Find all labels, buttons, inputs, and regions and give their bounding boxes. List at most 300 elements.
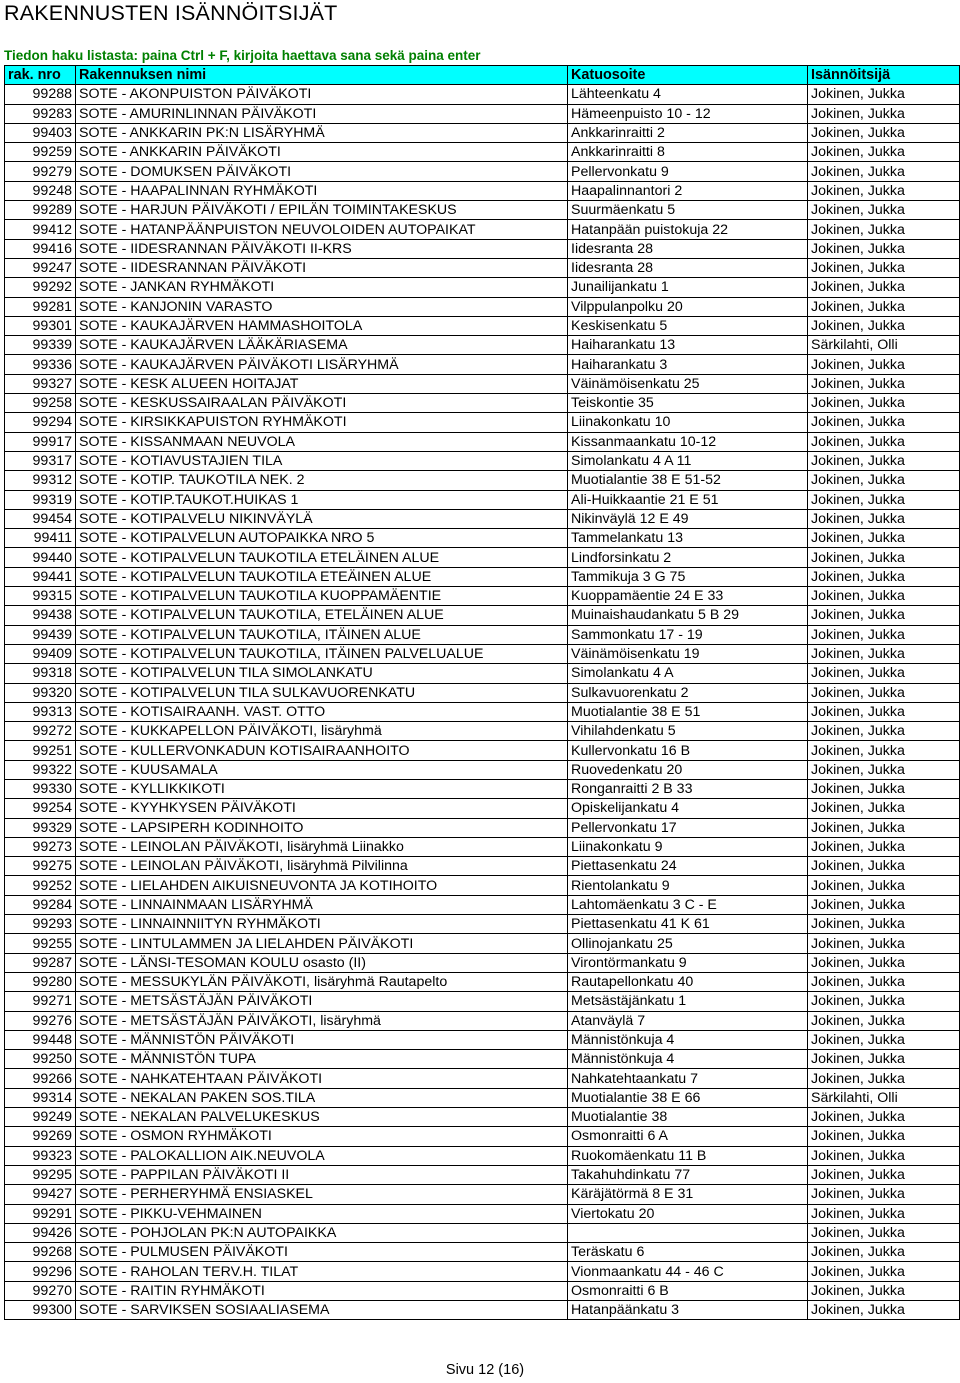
cell-manager: Jokinen, Jukka bbox=[808, 1069, 960, 1088]
table-row bbox=[5, 85, 960, 104]
buildings-table bbox=[4, 65, 960, 1320]
cell-manager: Jokinen, Jukka bbox=[808, 1146, 960, 1165]
cell-building-name: SOTE - KISSANMAAN NEUVOLA bbox=[76, 432, 568, 451]
cell-building-number: 99255 bbox=[5, 934, 76, 953]
cell-building-number: 99320 bbox=[5, 683, 76, 702]
cell-building-name: SOTE - LÄNSI-TESOMAN KOULU osasto (II) bbox=[76, 953, 568, 972]
table-row bbox=[5, 625, 960, 644]
cell-building-number: 99439 bbox=[5, 625, 76, 644]
cell-manager: Jokinen, Jukka bbox=[808, 683, 960, 702]
cell-building-number: 99440 bbox=[5, 548, 76, 567]
cell-building-name: SOTE - KOTIPALVELUN TAUKOTILA, ITÄINEN PALVELUALUE bbox=[76, 644, 568, 663]
cell-building-name: SOTE - PERHERYHMÄ ENSIASKEL bbox=[76, 1185, 568, 1204]
cell-building-name: SOTE - RAHOLAN TERV.H. TILAT bbox=[76, 1262, 568, 1281]
cell-building-name: SOTE - PIKKU-VEHMAINEN bbox=[76, 1204, 568, 1223]
table-row bbox=[5, 702, 960, 721]
cell-street-address: Ollinojankatu 25 bbox=[568, 934, 808, 953]
cell-building-name: SOTE - KUUSAMALA bbox=[76, 760, 568, 779]
cell-manager: Jokinen, Jukka bbox=[808, 625, 960, 644]
cell-street-address: Hatanpään puistokuja 22 bbox=[568, 220, 808, 239]
cell-street-address: Lindforsinkatu 2 bbox=[568, 548, 808, 567]
table-row bbox=[5, 394, 960, 413]
cell-building-number: 99266 bbox=[5, 1069, 76, 1088]
table-row bbox=[5, 123, 960, 142]
cell-building-name: SOTE - KOTIPALVELUN TAUKOTILA, ETELÄINEN ALUE bbox=[76, 606, 568, 625]
table-row bbox=[5, 509, 960, 528]
table-row bbox=[5, 1146, 960, 1165]
cell-building-number: 99258 bbox=[5, 394, 76, 413]
cell-building-name: SOTE - KUKKAPELLON PÄIVÄKOTI, lisäryhmä bbox=[76, 722, 568, 741]
cell-street-address: Muotialantie 38 E 51 bbox=[568, 702, 808, 721]
cell-building-number: 99314 bbox=[5, 1088, 76, 1107]
cell-building-number: 99448 bbox=[5, 1030, 76, 1049]
table-row bbox=[5, 1301, 960, 1320]
cell-building-number: 99323 bbox=[5, 1146, 76, 1165]
cell-building-name: SOTE - HAAPALINNAN RYHMÄKOTI bbox=[76, 181, 568, 200]
cell-building-number: 99294 bbox=[5, 413, 76, 432]
table-row bbox=[5, 1050, 960, 1069]
cell-street-address: Väinämöisenkatu 25 bbox=[568, 374, 808, 393]
cell-building-name: SOTE - KOTIPALVELUN TAUKOTILA ETEÄINEN ALUE bbox=[76, 567, 568, 586]
cell-manager: Jokinen, Jukka bbox=[808, 779, 960, 798]
cell-manager: Jokinen, Jukka bbox=[808, 548, 960, 567]
table-row bbox=[5, 1165, 960, 1184]
cell-manager: Jokinen, Jukka bbox=[808, 413, 960, 432]
cell-building-name: SOTE - HARJUN PÄIVÄKOTI / EPILÄN TOIMINTAKESKUS bbox=[76, 201, 568, 220]
cell-building-number: 99273 bbox=[5, 837, 76, 856]
table-row bbox=[5, 741, 960, 760]
cell-building-number: 99283 bbox=[5, 104, 76, 123]
table-row bbox=[5, 1281, 960, 1300]
table-row bbox=[5, 722, 960, 741]
table-row bbox=[5, 915, 960, 934]
cell-building-name: SOTE - PULMUSEN PÄIVÄKOTI bbox=[76, 1243, 568, 1262]
table-row bbox=[5, 548, 960, 567]
cell-building-name: SOTE - POHJOLAN PK:N AUTOPAIKKA bbox=[76, 1223, 568, 1242]
table-row bbox=[5, 567, 960, 586]
cell-building-number: 99252 bbox=[5, 876, 76, 895]
cell-manager: Jokinen, Jukka bbox=[808, 972, 960, 991]
cell-manager: Särkilahti, Olli bbox=[808, 336, 960, 355]
cell-street-address: Simolankatu 4 A 11 bbox=[568, 451, 808, 470]
cell-building-number: 99268 bbox=[5, 1243, 76, 1262]
cell-street-address: Ankkarinraitti 2 bbox=[568, 123, 808, 142]
cell-building-name: SOTE - PAPPILAN PÄIVÄKOTI II bbox=[76, 1165, 568, 1184]
cell-street-address: Männistönkuja 4 bbox=[568, 1030, 808, 1049]
cell-street-address: Liinakonkatu 9 bbox=[568, 837, 808, 856]
cell-building-number: 99272 bbox=[5, 722, 76, 741]
cell-manager: Jokinen, Jukka bbox=[808, 992, 960, 1011]
cell-building-number: 99269 bbox=[5, 1127, 76, 1146]
cell-manager: Jokinen, Jukka bbox=[808, 432, 960, 451]
cell-building-name: SOTE - METSÄSTÄJÄN PÄIVÄKOTI, lisäryhmä bbox=[76, 1011, 568, 1030]
cell-building-number: 99279 bbox=[5, 162, 76, 181]
cell-building-name: SOTE - NEKALAN PALVELUKESKUS bbox=[76, 1108, 568, 1127]
cell-manager: Jokinen, Jukka bbox=[808, 818, 960, 837]
cell-manager: Jokinen, Jukka bbox=[808, 799, 960, 818]
table-row bbox=[5, 297, 960, 316]
cell-manager: Jokinen, Jukka bbox=[808, 471, 960, 490]
table-row bbox=[5, 220, 960, 239]
cell-street-address: Lähteenkatu 4 bbox=[568, 85, 808, 104]
cell-building-name: SOTE - MESSUKYLÄN PÄIVÄKOTI, lisäryhmä Rautapelto bbox=[76, 972, 568, 991]
cell-street-address: Muotialantie 38 bbox=[568, 1108, 808, 1127]
cell-building-number: 99249 bbox=[5, 1108, 76, 1127]
cell-street-address: Vihilahdenkatu 5 bbox=[568, 722, 808, 741]
cell-street-address: Rientolankatu 9 bbox=[568, 876, 808, 895]
cell-building-name: SOTE - LEINOLAN PÄIVÄKOTI, lisäryhmä Pilvilinna bbox=[76, 857, 568, 876]
cell-street-address: Hatanpäänkatu 3 bbox=[568, 1301, 808, 1320]
cell-manager: Jokinen, Jukka bbox=[808, 606, 960, 625]
cell-manager: Jokinen, Jukka bbox=[808, 1185, 960, 1204]
cell-building-number: 99301 bbox=[5, 316, 76, 335]
cell-street-address: Iidesranta 28 bbox=[568, 239, 808, 258]
cell-building-name: SOTE - KESK ALUEEN HOITAJAT bbox=[76, 374, 568, 393]
cell-building-number: 99288 bbox=[5, 85, 76, 104]
cell-building-name: SOTE - KOTIPALVELUN TAUKOTILA KUOPPAMÄENTIE bbox=[76, 587, 568, 606]
cell-building-number: 99322 bbox=[5, 760, 76, 779]
table-header-row bbox=[5, 66, 960, 85]
table-row bbox=[5, 972, 960, 991]
cell-manager: Jokinen, Jukka bbox=[808, 509, 960, 528]
table-row bbox=[5, 1204, 960, 1223]
cell-street-address: Ali-Huikkaantie 21 E 51 bbox=[568, 490, 808, 509]
cell-building-number: 99280 bbox=[5, 972, 76, 991]
cell-building-name: SOTE - KOTIPALVELU NIKINVÄYLÄ bbox=[76, 509, 568, 528]
cell-street-address: Kuoppamäentie 24 E 33 bbox=[568, 587, 808, 606]
table-row bbox=[5, 471, 960, 490]
cell-building-name: SOTE - MÄNNISTÖN TUPA bbox=[76, 1050, 568, 1069]
cell-building-name: SOTE - LINNAINMAAN LISÄRYHMÄ bbox=[76, 895, 568, 914]
cell-building-name: SOTE - KOTIAVUSTAJIEN TILA bbox=[76, 451, 568, 470]
cell-street-address: Väinämöisenkatu 19 bbox=[568, 644, 808, 663]
cell-building-name: SOTE - KOTIP. TAUKOTILA NEK. 2 bbox=[76, 471, 568, 490]
cell-manager: Jokinen, Jukka bbox=[808, 1030, 960, 1049]
cell-street-address: Ronganraitti 2 B 33 bbox=[568, 779, 808, 798]
cell-manager: Jokinen, Jukka bbox=[808, 567, 960, 586]
cell-manager: Jokinen, Jukka bbox=[808, 355, 960, 374]
cell-street-address: Ruokomäenkatu 11 B bbox=[568, 1146, 808, 1165]
table-row bbox=[5, 355, 960, 374]
table-row bbox=[5, 1243, 960, 1262]
table-row bbox=[5, 104, 960, 123]
cell-building-name: SOTE - KOTIPALVELUN TAUKOTILA, ITÄINEN ALUE bbox=[76, 625, 568, 644]
cell-building-name: SOTE - IIDESRANNAN PÄIVÄKOTI II-KRS bbox=[76, 239, 568, 258]
table-row bbox=[5, 1069, 960, 1088]
cell-manager: Jokinen, Jukka bbox=[808, 722, 960, 741]
cell-street-address: Liinakonkatu 10 bbox=[568, 413, 808, 432]
cell-building-number: 99313 bbox=[5, 702, 76, 721]
cell-street-address: Ankkarinraitti 8 bbox=[568, 143, 808, 162]
cell-building-number: 99250 bbox=[5, 1050, 76, 1069]
cell-manager: Jokinen, Jukka bbox=[808, 85, 960, 104]
cell-street-address: Haiharankatu 13 bbox=[568, 336, 808, 355]
cell-street-address: Osmonraitti 6 A bbox=[568, 1127, 808, 1146]
cell-street-address: Muinaishaudankatu 5 B 29 bbox=[568, 606, 808, 625]
cell-building-name: SOTE - KAUKAJÄRVEN LÄÄKÄRIASEMA bbox=[76, 336, 568, 355]
cell-building-name: SOTE - IIDESRANNAN PÄIVÄKOTI bbox=[76, 258, 568, 277]
table-row bbox=[5, 992, 960, 1011]
cell-street-address: Virontörmankatu 9 bbox=[568, 953, 808, 972]
cell-building-name: SOTE - DOMUKSEN PÄIVÄKOTI bbox=[76, 162, 568, 181]
cell-manager: Jokinen, Jukka bbox=[808, 1281, 960, 1300]
cell-building-number: 99403 bbox=[5, 123, 76, 142]
cell-building-name: SOTE - MÄNNISTÖN PÄIVÄKOTI bbox=[76, 1030, 568, 1049]
table-row bbox=[5, 374, 960, 393]
cell-building-name: SOTE - KANJONIN VARASTO bbox=[76, 297, 568, 316]
cell-manager: Jokinen, Jukka bbox=[808, 1262, 960, 1281]
cell-building-name: SOTE - KYYHKYSEN PÄIVÄKOTI bbox=[76, 799, 568, 818]
table-row bbox=[5, 201, 960, 220]
cell-street-address: Tammikuja 3 G 75 bbox=[568, 567, 808, 586]
cell-building-number: 99917 bbox=[5, 432, 76, 451]
cell-street-address: Viertokatu 20 bbox=[568, 1204, 808, 1223]
table-row bbox=[5, 239, 960, 258]
cell-building-number: 99427 bbox=[5, 1185, 76, 1204]
cell-building-number: 99254 bbox=[5, 799, 76, 818]
search-instruction: Tiedon haku listasta: paina Ctrl + F, kirjoita haettava sana sekä paina enter bbox=[4, 48, 481, 63]
table-row bbox=[5, 336, 960, 355]
cell-street-address: Opiskelijankatu 4 bbox=[568, 799, 808, 818]
table-row bbox=[5, 857, 960, 876]
cell-street-address: Rautapellonkatu 40 bbox=[568, 972, 808, 991]
cell-street-address: Pellervonkatu 17 bbox=[568, 818, 808, 837]
cell-building-number: 99318 bbox=[5, 664, 76, 683]
cell-building-name: SOTE - SARVIKSEN SOSIAALIASEMA bbox=[76, 1301, 568, 1320]
cell-manager: Jokinen, Jukka bbox=[808, 162, 960, 181]
cell-manager: Jokinen, Jukka bbox=[808, 876, 960, 895]
cell-building-name: SOTE - KESKUSSAIRAALAN PÄIVÄKOTI bbox=[76, 394, 568, 413]
cell-building-number: 99409 bbox=[5, 644, 76, 663]
cell-street-address: Junailijankatu 1 bbox=[568, 278, 808, 297]
cell-manager: Särkilahti, Olli bbox=[808, 1088, 960, 1107]
cell-street-address: Ruovedenkatu 20 bbox=[568, 760, 808, 779]
cell-manager: Jokinen, Jukka bbox=[808, 1011, 960, 1030]
cell-street-address: Kullervonkatu 16 B bbox=[568, 741, 808, 760]
cell-street-address: Tammelankatu 13 bbox=[568, 529, 808, 548]
table-row bbox=[5, 606, 960, 625]
cell-building-name: SOTE - KIRSIKKAPUISTON RYHMÄKOTI bbox=[76, 413, 568, 432]
table-row bbox=[5, 278, 960, 297]
cell-street-address: Metsästäjänkatu 1 bbox=[568, 992, 808, 1011]
cell-manager: Jokinen, Jukka bbox=[808, 587, 960, 606]
cell-manager: Jokinen, Jukka bbox=[808, 1050, 960, 1069]
cell-manager: Jokinen, Jukka bbox=[808, 1127, 960, 1146]
cell-building-name: SOTE - KULLERVONKADUN KOTISAIRAANHOITO bbox=[76, 741, 568, 760]
table-row bbox=[5, 258, 960, 277]
cell-manager: Jokinen, Jukka bbox=[808, 529, 960, 548]
cell-building-name: SOTE - KAUKAJÄRVEN HAMMASHOITOLA bbox=[76, 316, 568, 335]
cell-building-name: SOTE - PALOKALLION AIK.NEUVOLA bbox=[76, 1146, 568, 1165]
cell-manager: Jokinen, Jukka bbox=[808, 934, 960, 953]
cell-manager: Jokinen, Jukka bbox=[808, 1223, 960, 1242]
cell-building-number: 99293 bbox=[5, 915, 76, 934]
cell-manager: Jokinen, Jukka bbox=[808, 895, 960, 914]
cell-building-name: SOTE - KOTIPALVELUN AUTOPAIKKA NRO 5 bbox=[76, 529, 568, 548]
cell-manager: Jokinen, Jukka bbox=[808, 297, 960, 316]
cell-building-number: 99247 bbox=[5, 258, 76, 277]
cell-building-number: 99319 bbox=[5, 490, 76, 509]
cell-street-address bbox=[568, 1223, 808, 1242]
cell-street-address: Vilppulanpolku 20 bbox=[568, 297, 808, 316]
cell-street-address: Muotialantie 38 E 66 bbox=[568, 1088, 808, 1107]
cell-building-number: 99296 bbox=[5, 1262, 76, 1281]
table-row bbox=[5, 316, 960, 335]
cell-building-number: 99454 bbox=[5, 509, 76, 528]
cell-building-number: 99329 bbox=[5, 818, 76, 837]
cell-street-address: Sammonkatu 17 - 19 bbox=[568, 625, 808, 644]
cell-manager: Jokinen, Jukka bbox=[808, 664, 960, 683]
column-header-building-number: rak. nro bbox=[5, 66, 76, 85]
cell-building-name: SOTE - KOTIPALVELUN TAUKOTILA ETELÄINEN ALUE bbox=[76, 548, 568, 567]
cell-building-number: 99441 bbox=[5, 567, 76, 586]
cell-building-name: SOTE - LAPSIPERH KODINHOITO bbox=[76, 818, 568, 837]
cell-street-address: Simolankatu 4 A bbox=[568, 664, 808, 683]
cell-street-address: Piettasenkatu 24 bbox=[568, 857, 808, 876]
cell-building-name: SOTE - HATANPÄÄNPUISTON NEUVOLOIDEN AUTOPAIKAT bbox=[76, 220, 568, 239]
table-row bbox=[5, 490, 960, 509]
cell-manager: Jokinen, Jukka bbox=[808, 837, 960, 856]
table-row bbox=[5, 1030, 960, 1049]
cell-manager: Jokinen, Jukka bbox=[808, 1243, 960, 1262]
cell-building-number: 99248 bbox=[5, 181, 76, 200]
cell-manager: Jokinen, Jukka bbox=[808, 702, 960, 721]
cell-building-number: 99339 bbox=[5, 336, 76, 355]
cell-building-number: 99251 bbox=[5, 741, 76, 760]
cell-street-address: Suurmäenkatu 5 bbox=[568, 201, 808, 220]
cell-building-name: SOTE - KOTIP.TAUKOT.HUIKAS 1 bbox=[76, 490, 568, 509]
page-title: RAKENNUSTEN ISÄNNÖITSIJÄT bbox=[4, 1, 338, 25]
cell-building-number: 99426 bbox=[5, 1223, 76, 1242]
table-row bbox=[5, 413, 960, 432]
cell-building-number: 99259 bbox=[5, 143, 76, 162]
table-row bbox=[5, 779, 960, 798]
cell-manager: Jokinen, Jukka bbox=[808, 220, 960, 239]
cell-building-name: SOTE - ANKKARIN PÄIVÄKOTI bbox=[76, 143, 568, 162]
cell-manager: Jokinen, Jukka bbox=[808, 316, 960, 335]
cell-manager: Jokinen, Jukka bbox=[808, 741, 960, 760]
cell-building-name: SOTE - JANKAN RYHMÄKOTI bbox=[76, 278, 568, 297]
cell-building-name: SOTE - RAITIN RYHMÄKOTI bbox=[76, 1281, 568, 1300]
cell-building-name: SOTE - KYLLIKKIKOTI bbox=[76, 779, 568, 798]
cell-manager: Jokinen, Jukka bbox=[808, 760, 960, 779]
table-row bbox=[5, 953, 960, 972]
table-row bbox=[5, 432, 960, 451]
table-row bbox=[5, 664, 960, 683]
table-row bbox=[5, 895, 960, 914]
cell-building-name: SOTE - ANKKARIN PK:N LISÄRYHMÄ bbox=[76, 123, 568, 142]
cell-street-address: Takahuhdinkatu 77 bbox=[568, 1165, 808, 1184]
cell-building-number: 99270 bbox=[5, 1281, 76, 1300]
cell-building-number: 99292 bbox=[5, 278, 76, 297]
cell-street-address: Piettasenkatu 41 K 61 bbox=[568, 915, 808, 934]
cell-street-address: Hämeenpuisto 10 - 12 bbox=[568, 104, 808, 123]
table-row bbox=[5, 451, 960, 470]
table-row bbox=[5, 799, 960, 818]
table-row bbox=[5, 818, 960, 837]
cell-building-number: 99275 bbox=[5, 857, 76, 876]
cell-manager: Jokinen, Jukka bbox=[808, 644, 960, 663]
table-row bbox=[5, 683, 960, 702]
cell-building-number: 99438 bbox=[5, 606, 76, 625]
cell-manager: Jokinen, Jukka bbox=[808, 857, 960, 876]
cell-building-number: 99281 bbox=[5, 297, 76, 316]
cell-street-address: Osmonraitti 6 B bbox=[568, 1281, 808, 1300]
cell-building-number: 99276 bbox=[5, 1011, 76, 1030]
cell-manager: Jokinen, Jukka bbox=[808, 1165, 960, 1184]
cell-manager: Jokinen, Jukka bbox=[808, 104, 960, 123]
cell-building-number: 99411 bbox=[5, 529, 76, 548]
cell-street-address: Kissanmaankatu 10-12 bbox=[568, 432, 808, 451]
cell-manager: Jokinen, Jukka bbox=[808, 915, 960, 934]
table-row bbox=[5, 143, 960, 162]
page-number: Sivu 12 (16) bbox=[445, 1362, 525, 1378]
table-row bbox=[5, 644, 960, 663]
cell-street-address: Vionmaankatu 44 - 46 C bbox=[568, 1262, 808, 1281]
table-row bbox=[5, 876, 960, 895]
table-row bbox=[5, 1127, 960, 1146]
cell-building-name: SOTE - KOTIPALVELUN TILA SIMOLANKATU bbox=[76, 664, 568, 683]
table-row bbox=[5, 529, 960, 548]
cell-building-name: SOTE - AMURINLINNAN PÄIVÄKOTI bbox=[76, 104, 568, 123]
table-row bbox=[5, 1011, 960, 1030]
cell-building-name: SOTE - METSÄSTÄJÄN PÄIVÄKOTI bbox=[76, 992, 568, 1011]
cell-manager: Jokinen, Jukka bbox=[808, 181, 960, 200]
cell-street-address: Iidesranta 28 bbox=[568, 258, 808, 277]
cell-building-number: 99271 bbox=[5, 992, 76, 1011]
cell-building-name: SOTE - KOTISAIRAANH. VAST. OTTO bbox=[76, 702, 568, 721]
table-row bbox=[5, 181, 960, 200]
column-header-street-address: Katuosoite bbox=[568, 66, 808, 85]
cell-building-name: SOTE - LEINOLAN PÄIVÄKOTI, lisäryhmä Liinakko bbox=[76, 837, 568, 856]
cell-manager: Jokinen, Jukka bbox=[808, 278, 960, 297]
table-row bbox=[5, 1185, 960, 1204]
cell-manager: Jokinen, Jukka bbox=[808, 490, 960, 509]
cell-building-number: 99287 bbox=[5, 953, 76, 972]
cell-street-address: Käräjätörmä 8 E 31 bbox=[568, 1185, 808, 1204]
cell-street-address: Sulkavuorenkatu 2 bbox=[568, 683, 808, 702]
table-row bbox=[5, 760, 960, 779]
table-row bbox=[5, 934, 960, 953]
column-header-manager: Isännöitsijä bbox=[808, 66, 960, 85]
cell-manager: Jokinen, Jukka bbox=[808, 123, 960, 142]
cell-manager: Jokinen, Jukka bbox=[808, 451, 960, 470]
cell-street-address: Lahtomäenkatu 3 C - E bbox=[568, 895, 808, 914]
cell-building-number: 99291 bbox=[5, 1204, 76, 1223]
cell-street-address: Teiskontie 35 bbox=[568, 394, 808, 413]
table-row bbox=[5, 837, 960, 856]
cell-street-address: Männistönkuja 4 bbox=[568, 1050, 808, 1069]
cell-manager: Jokinen, Jukka bbox=[808, 1108, 960, 1127]
cell-building-number: 99315 bbox=[5, 587, 76, 606]
cell-building-number: 99330 bbox=[5, 779, 76, 798]
table-row bbox=[5, 1088, 960, 1107]
table-row bbox=[5, 1108, 960, 1127]
cell-building-name: SOTE - LINTULAMMEN JA LIELAHDEN PÄIVÄKOTI bbox=[76, 934, 568, 953]
cell-manager: Jokinen, Jukka bbox=[808, 394, 960, 413]
cell-manager: Jokinen, Jukka bbox=[808, 1301, 960, 1320]
cell-street-address: Nahkatehtaankatu 7 bbox=[568, 1069, 808, 1088]
table-body bbox=[5, 85, 960, 1320]
cell-building-name: SOTE - KAUKAJÄRVEN PÄIVÄKOTI LISÄRYHMÄ bbox=[76, 355, 568, 374]
cell-building-name: SOTE - OSMON RYHMÄKOTI bbox=[76, 1127, 568, 1146]
cell-building-number: 99412 bbox=[5, 220, 76, 239]
cell-building-number: 99295 bbox=[5, 1165, 76, 1184]
table-row bbox=[5, 1223, 960, 1242]
cell-building-number: 99289 bbox=[5, 201, 76, 220]
cell-manager: Jokinen, Jukka bbox=[808, 201, 960, 220]
cell-manager: Jokinen, Jukka bbox=[808, 143, 960, 162]
